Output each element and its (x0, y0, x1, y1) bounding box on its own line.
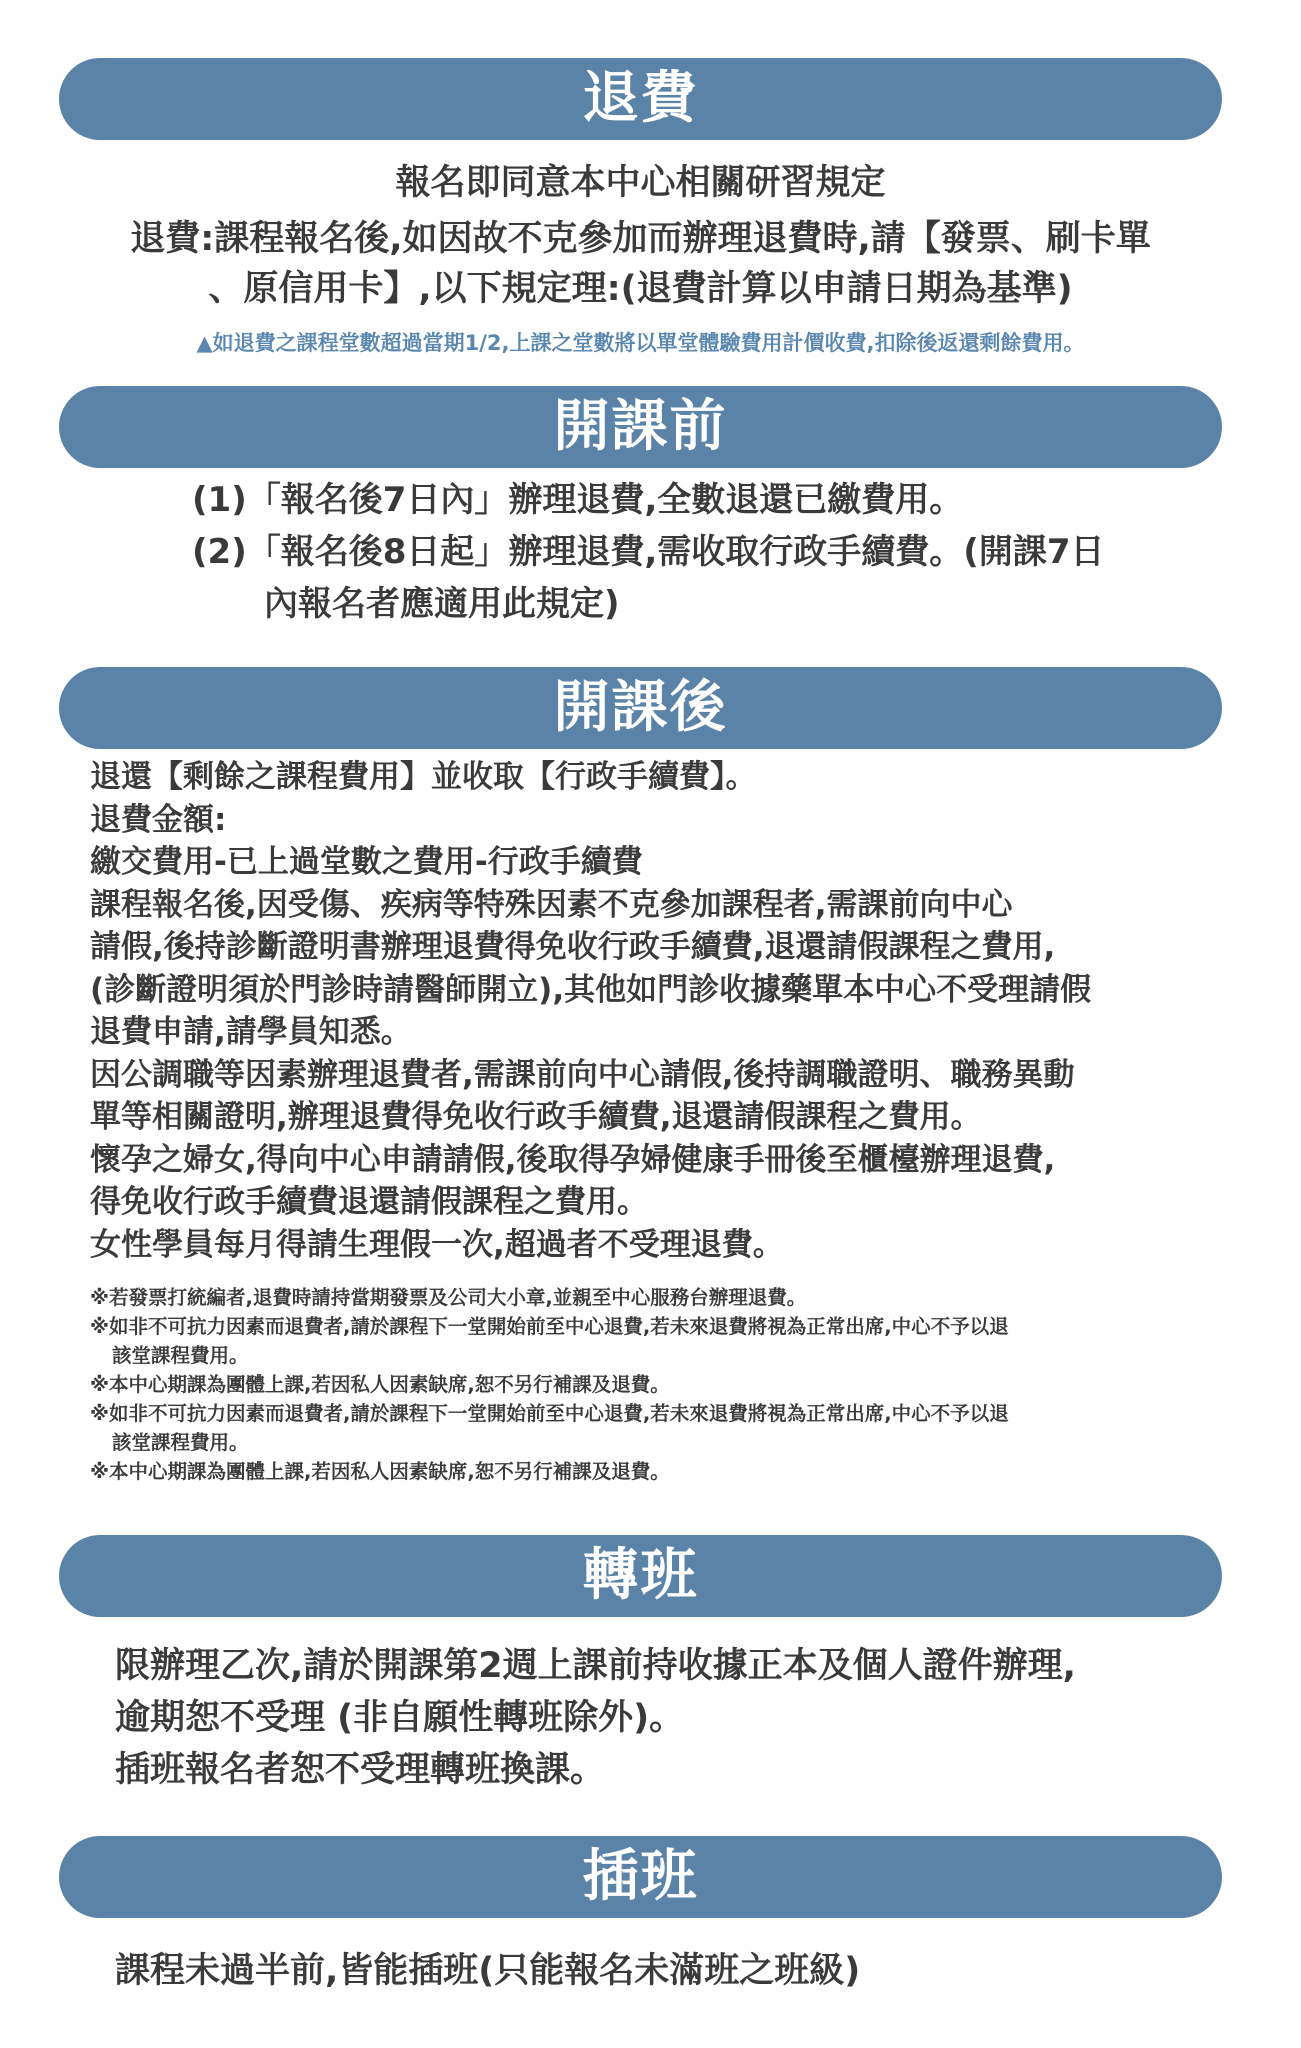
after-class-line: 因公調職等因素辦理退費者,需課前向中心請假,後持調職證明、職務異動 (90, 1056, 1075, 1093)
before-class-title: 開課前 (553, 394, 728, 459)
after-class-line: 退還【剩餘之課程費用】並收取【行政手續費】。 (90, 759, 757, 795)
after-class-line: 女性學員每月得請生理假一次,超過者不受理退費。 (90, 1226, 784, 1263)
after-class-note: 該堂課程費用。 (112, 1431, 249, 1454)
refund-banner (59, 58, 1222, 140)
after-class-note: ※若發票打統編者,退費時請持當期發票及公司大小章,並親至中心服務台辦理退費。 (90, 1286, 807, 1309)
before-class-item-2: (2)「報名後8日起」辦理退費,需收取行政手續費。(開課7日 (192, 532, 1105, 572)
before-class-content (192, 474, 1105, 630)
after-class-line: 請假,後持診斷證明書辦理退費得免收行政手續費,退還請假課程之費用, (90, 929, 1056, 965)
transfer-content (115, 1640, 1076, 1796)
transfer-title: 轉班 (582, 1543, 699, 1608)
refund-policy-line-2: 、原信用卡】,以下規定理:(退費計算以申請日期為基準) (208, 269, 1073, 309)
after-class-line: 退費申請,請學員知悉。 (90, 1014, 412, 1050)
after-class-line: 繳交費用-已上過堂數之費用-行政手續費 (90, 844, 643, 880)
refund-heading: 報名即同意本中心相關研習規定 (395, 163, 886, 203)
after-class-title: 開課後 (553, 675, 728, 740)
after-class-line: 課程報名後,因受傷、疾病等特殊因素不克參加課程者,需課前向中心 (90, 886, 1013, 923)
insert-title: 插班 (582, 1844, 699, 1909)
insert-line: 課程未過半前,皆能插班(只能報名未滿班之班級) (115, 1951, 861, 1991)
transfer-banner (59, 1535, 1222, 1617)
transfer-line: 限辦理乙次,請於開課第2週上課前持收據正本及個人證件辦理, (115, 1646, 1076, 1686)
after-class-notes (90, 1283, 1009, 1486)
after-class-banner (59, 667, 1222, 749)
refund-policy-line-1: 退費:課程報名後,如因故不克參加而辦理退費時,請【發票、刷卡單 (130, 219, 1151, 259)
after-class-note: ※本中心期課為團體上課,若因私人因素缺席,恕不另行補課及退費。 (90, 1373, 670, 1396)
after-class-note: ※如非不可抗力因素而退費者,請於課程下一堂開始前至中心退費,若未來退費將視為正常出席,中心不予以退 (90, 1402, 1009, 1425)
after-class-note: ※如非不可抗力因素而退費者,請於課程下一堂開始前至中心退費,若未來退費將視為正常出席,中心不予以退 (90, 1315, 1009, 1338)
refund-note: ▲如退費之課程堂數超過當期1/2,上課之堂數將以單堂體驗費用計價收費,扣除後返還剩餘費用。 (196, 331, 1085, 355)
after-class-line: 懷孕之婦女,得向中心申請請假,後取得孕婦健康手冊後至櫃檯辦理退費, (90, 1141, 1056, 1178)
after-class-content (90, 756, 1091, 1266)
after-class-note: ※本中心期課為團體上課,若因私人因素缺席,恕不另行補課及退費。 (90, 1460, 670, 1483)
transfer-line: 逾期恕不受理 (非自願性轉班除外)。 (115, 1698, 685, 1738)
before-class-banner (59, 386, 1222, 468)
before-class-item-2-cont: 內報名者應適用此規定) (264, 584, 620, 624)
refund-content (59, 158, 1222, 358)
insert-content (115, 1945, 860, 1997)
after-class-note: 該堂課程費用。 (112, 1344, 249, 1367)
before-class-item-1: (1)「報名後7日內」辦理退費,全數退還已繳費用。 (192, 480, 964, 520)
after-class-line: 退費金額: (90, 801, 227, 838)
insert-banner (59, 1836, 1222, 1918)
after-class-line: 得免收行政手續費退還請假課程之費用。 (90, 1184, 648, 1220)
after-class-line: 單等相關證明,辦理退費得免收行政手續費,退還請假課程之費用。 (90, 1099, 982, 1135)
refund-title: 退費 (582, 66, 699, 131)
transfer-line: 插班報名者恕不受理轉班換課。 (115, 1750, 606, 1790)
after-class-line: (診斷證明須於門診時請醫師開立),其他如門診收據藥單本中心不受理請假 (90, 971, 1092, 1008)
